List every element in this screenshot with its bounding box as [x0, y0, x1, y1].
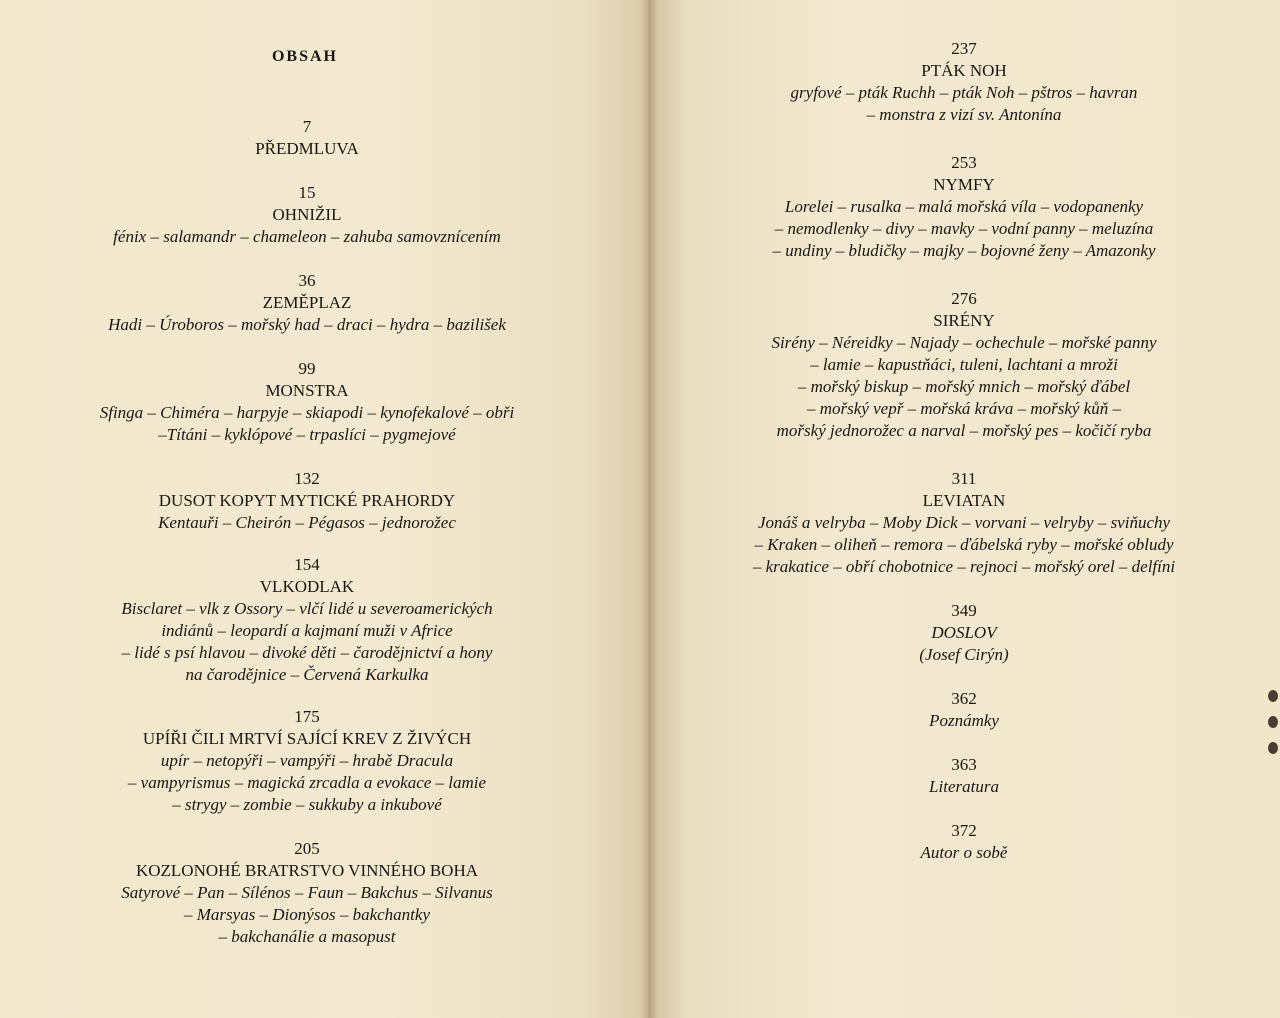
chapter-topics: [0, 882, 614, 948]
topic-line: – Kraken – oliheň – remora – ďábelská ryby – mořské obludy: [754, 535, 1174, 554]
page-number: 154: [294, 555, 320, 574]
page-number: 175: [294, 707, 320, 726]
chapter-title: LEVIATAN: [922, 491, 1006, 510]
topic-line: Sirény – Néreidky – Najady – ochechule – mořské panny: [771, 333, 1157, 352]
chapter-topics: [0, 402, 614, 446]
toc-entry: [648, 820, 1280, 864]
page-number: 36: [298, 271, 316, 290]
chapter-title: SIRÉNY: [933, 311, 995, 330]
toc-entry: [0, 554, 614, 686]
chapter-topics: [648, 82, 1280, 126]
page-number: 349: [951, 601, 977, 620]
topic-line: fénix – salamandr – chameleon – zahuba samovznícením: [113, 227, 501, 246]
chapter-title: PTÁK NOH: [921, 61, 1007, 80]
topic-line: mořský jednorožec a narval – mořský pes – kočičí ryba: [776, 421, 1152, 440]
chapter-topics: [0, 598, 614, 686]
toc-entry: [0, 468, 614, 534]
toc-entry: [648, 288, 1280, 442]
chapter-topics: [0, 512, 614, 534]
chapter-title: UPÍŘI ČILI MRTVÍ SAJÍCÍ KREV Z ŽIVÝCH: [142, 729, 472, 748]
topic-line: – mořský biskup – mořský mnich – mořský ďábel: [797, 377, 1131, 396]
page-number: 7: [302, 117, 312, 136]
toc-entry: [0, 706, 614, 816]
toc-entry: [0, 270, 614, 336]
chapter-title: ZEMĚPLAZ: [262, 293, 352, 312]
page-edge-tab: [1268, 742, 1278, 754]
toc-entry: [0, 838, 614, 948]
topic-line: Lorelei – rusalka – malá mořská víla – vodopanenky: [784, 197, 1144, 216]
toc-entry: [648, 468, 1280, 578]
chapter-topics: [648, 512, 1280, 578]
page-number: 15: [298, 183, 316, 202]
page-number: 237: [951, 39, 977, 58]
toc-entry: [648, 38, 1280, 126]
chapter-title: DUSOT KOPYT MYTICKÉ PRAHORDY: [158, 491, 456, 510]
topic-line: Hadi – Úroboros – mořský had – draci – hydra – bazilišek: [108, 315, 506, 334]
topic-line: – nemodlenky – divy – mavky – vodní panny – meluzína: [774, 219, 1154, 238]
toc-entry: [0, 116, 614, 160]
chapter-title: MONSTRA: [265, 381, 349, 400]
page-number: 132: [294, 469, 320, 488]
topic-line: Satyrové – Pan – Sílénos – Faun – Bakchus – Silvanus: [121, 883, 493, 902]
topic-line: na čarodějnice – Červená Karkulka: [185, 665, 429, 684]
page-number: 205: [294, 839, 320, 858]
page-number: 311: [951, 469, 977, 488]
toc-entry: [648, 754, 1280, 798]
topic-line: – monstra z vizí sv. Antonína: [866, 105, 1062, 124]
chapter-topics: [648, 332, 1280, 442]
topic-line: gryfové – pták Ruchh – pták Noh – pštros – havran: [790, 83, 1138, 102]
topic-line: (Josef Cirýn): [919, 645, 1009, 664]
chapter-topics: [648, 196, 1280, 262]
chapter-title: VLKODLAK: [259, 577, 355, 596]
chapter-title: PŘEDMLUVA: [255, 139, 359, 158]
topic-line: Sfinga – Chiméra – harpyje – skiapodi – kynofekalové – obři: [99, 403, 515, 422]
page-number: 99: [298, 359, 316, 378]
topic-line: – bakchanálie a masopust: [218, 927, 396, 946]
chapter-title: Poznámky: [929, 711, 999, 730]
chapter-topics: [0, 750, 614, 816]
page-number: 363: [951, 755, 977, 774]
chapter-title: Autor o sobě: [920, 843, 1008, 862]
toc-entry: [648, 600, 1280, 666]
contents-heading: OBSAH: [271, 48, 338, 65]
page-edge-tab: [1268, 716, 1278, 728]
topic-line: – lamie – kapustňáci, tuleni, lachtani a mroži: [810, 355, 1118, 374]
chapter-topics: [0, 314, 614, 336]
chapter-topics: [0, 226, 614, 248]
toc-entry: [648, 688, 1280, 732]
chapter-title: NYMFY: [933, 175, 995, 194]
page-number: 372: [951, 821, 977, 840]
topic-line: – lidé s psí hlavou – divoké děti – čarodějnictví a hony: [121, 643, 493, 662]
chapter-title: Literatura: [929, 777, 999, 796]
chapter-topics: [648, 644, 1280, 666]
topic-line: – krakatice – obří chobotnice – rejnoci – mořský orel – delfíni: [752, 557, 1176, 576]
right-page: [648, 0, 1280, 1018]
page-edge-tab: [1268, 690, 1278, 702]
topic-line: Kentauři – Cheirón – Pégasos – jednorožec: [158, 513, 456, 532]
topic-line: upír – netopýři – vampýři – hrabě Dracula: [160, 751, 454, 770]
page-number: 276: [951, 289, 977, 308]
topic-line: Jonáš a velryba – Moby Dick – vorvani – velryby – sviňuchy: [757, 513, 1171, 532]
page-number: 253: [951, 153, 977, 172]
page-number: 362: [951, 689, 977, 708]
toc-entry: [648, 152, 1280, 262]
topic-line: –Títáni – kyklópové – trpaslíci – pygmejové: [158, 425, 456, 444]
topic-line: – vampyrismus – magická zrcadla a evokace – lamie: [127, 773, 487, 792]
topic-line: – undiny – bludičky – majky – bojovné ženy – Amazonky: [772, 241, 1156, 260]
topic-line: indiánů – leopardí a kajmaní muži v Africe: [161, 621, 453, 640]
topic-line: – Marsyas – Dionýsos – bakchantky: [184, 905, 430, 924]
topic-line: – strygy – zombie – sukkuby a inkubové: [172, 795, 442, 814]
toc-entry: [0, 358, 614, 446]
chapter-title: OHNIŽIL: [272, 205, 342, 224]
toc-entry: [0, 182, 614, 248]
chapter-title: KOZLONOHÉ BRATRSTVO VINNÉHO BOHA: [135, 861, 479, 880]
topic-line: Bisclaret – vlk z Ossory – vlčí lidé u severoamerických: [121, 599, 493, 618]
topic-line: – mořský vepř – mořská kráva – mořský kůň –: [807, 399, 1121, 418]
chapter-title: DOSLOV: [931, 623, 997, 642]
